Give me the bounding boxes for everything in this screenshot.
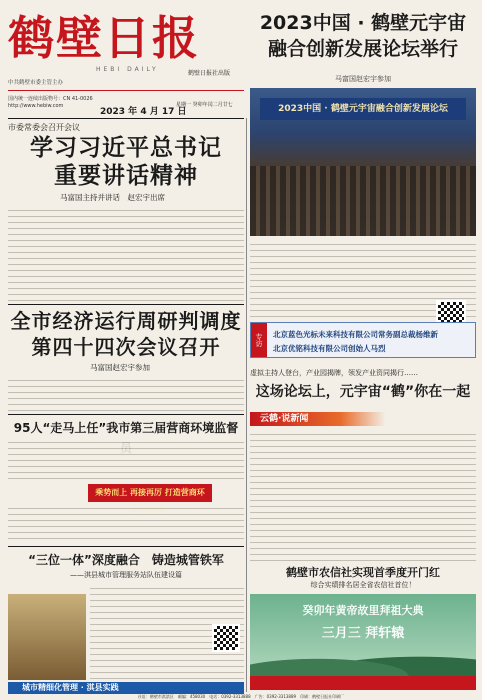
masthead-rule [8, 90, 244, 91]
story1-headline-line1: 学习习近平总书记 [30, 135, 222, 161]
story5-photo[interactable] [8, 594, 86, 680]
interview-line2: 北京优铭科技有限公司创始人马烈 [273, 344, 386, 353]
story1-kicker: 市委常委会召开会议 [8, 123, 80, 132]
logo-english: HEBI DAILY [96, 66, 159, 73]
promo-bottom-strip [250, 676, 476, 690]
story2-body-text [8, 376, 244, 412]
lead-headline-line2: 融合创新发展论坛举行 [267, 38, 458, 60]
newspaper-logo: 鹤壁日报 [8, 11, 200, 65]
story5-headline[interactable]: “三位一体”深度融合 铸造城管铁军 [28, 553, 224, 567]
section-rule [8, 118, 244, 119]
story3-headline[interactable]: 这场论坛上，元宇宙“鹤”你在一起 [255, 384, 471, 400]
section-rule [8, 546, 244, 547]
business-slogan-banner: 乘势而上 再接再厉 打造营商环 [88, 484, 212, 502]
lead-byline: 马富国赵宏宇参加 [335, 75, 391, 83]
section-rule [8, 414, 244, 415]
issue-weekday: 星期一 癸卯年闰二月廿七 [176, 102, 233, 108]
story6-headline[interactable]: 鹤壁市农信社实现首季度开门红 [286, 566, 440, 579]
audience [250, 166, 476, 236]
story4-body-text-2 [8, 504, 244, 544]
publisher: 鹤壁日报社出版 [188, 70, 231, 77]
publication-number: 国内统一连续出版物号：CN 41-0026 [8, 96, 93, 102]
story1-headline[interactable] [8, 134, 244, 190]
cloud-news-banner[interactable]: 云鹤·说新闻 [250, 412, 476, 426]
masthead-info [8, 96, 93, 110]
issue-date: 2023 年 4 月 17 日 [100, 107, 187, 117]
story1-body-text [8, 206, 244, 302]
interview-line1: 北京蓝色光标未来科技有限公司常务副总裁杨维新 [273, 330, 438, 339]
story3-body-text [250, 430, 476, 562]
hills-illustration [250, 646, 476, 676]
interview-tag: 专访 [251, 323, 267, 357]
story2-headline[interactable] [8, 308, 244, 360]
section-footer-bar[interactable]: 城市精细化管理 · 淇县实践 [8, 682, 244, 694]
promo-line1: 癸卯年黄帝故里拜祖大典 [302, 604, 424, 617]
lead-headline[interactable] [250, 10, 476, 92]
story6-sub: 综合实绩排名居全省农信社首位！ [310, 581, 416, 589]
column-divider [246, 118, 247, 692]
lead-photo[interactable] [250, 88, 476, 236]
story1-headline-line2: 重要讲话精神 [54, 163, 198, 189]
worship-ceremony-ad[interactable] [250, 594, 476, 690]
masthead [8, 8, 244, 117]
bottom-publisher-info: 社址：鹤壁市淇滨区 邮编：458030 电话：0392-3313888 广告：0392-3313889 印刷：鹤壁日报社印刷厂 [137, 694, 345, 699]
story2-headline-line1: 全市经济运行周研判调度 [10, 309, 242, 333]
story2-headline-line2: 第四十四次会议召开 [31, 335, 221, 359]
story4-body-text [8, 438, 244, 482]
story5-sub: ——淇县城市管理服务站队伍建设篇 [70, 571, 182, 579]
forum-banner: 2023中国 · 鹤壁元宇宙融合创新发展论坛 [260, 98, 466, 120]
promo-line2: 三月三 拜轩辕 [321, 626, 405, 641]
website[interactable]: http://www.hebiw.com [8, 103, 64, 109]
lead-headline-line1: 2023中国 · 鹤壁元宇宙 [259, 12, 467, 34]
story1-sub: 马富国主持并讲话 赵宏宇出席 [60, 193, 165, 202]
story2-sub: 马富国赵宏宇参加 [90, 363, 150, 372]
interview-box[interactable] [250, 322, 476, 358]
story4-headline[interactable]: 95人“走马上任”我市第三届营商环境监督 [13, 421, 239, 435]
qr-code-icon[interactable] [212, 624, 240, 652]
story3-kicker: 虚拟主持人登台，产业园揭牌，领发产业资同揭行…… [250, 369, 418, 377]
section-rule [8, 304, 244, 305]
sponsor: 中共鹤壁市委主管主办 [8, 80, 64, 86]
